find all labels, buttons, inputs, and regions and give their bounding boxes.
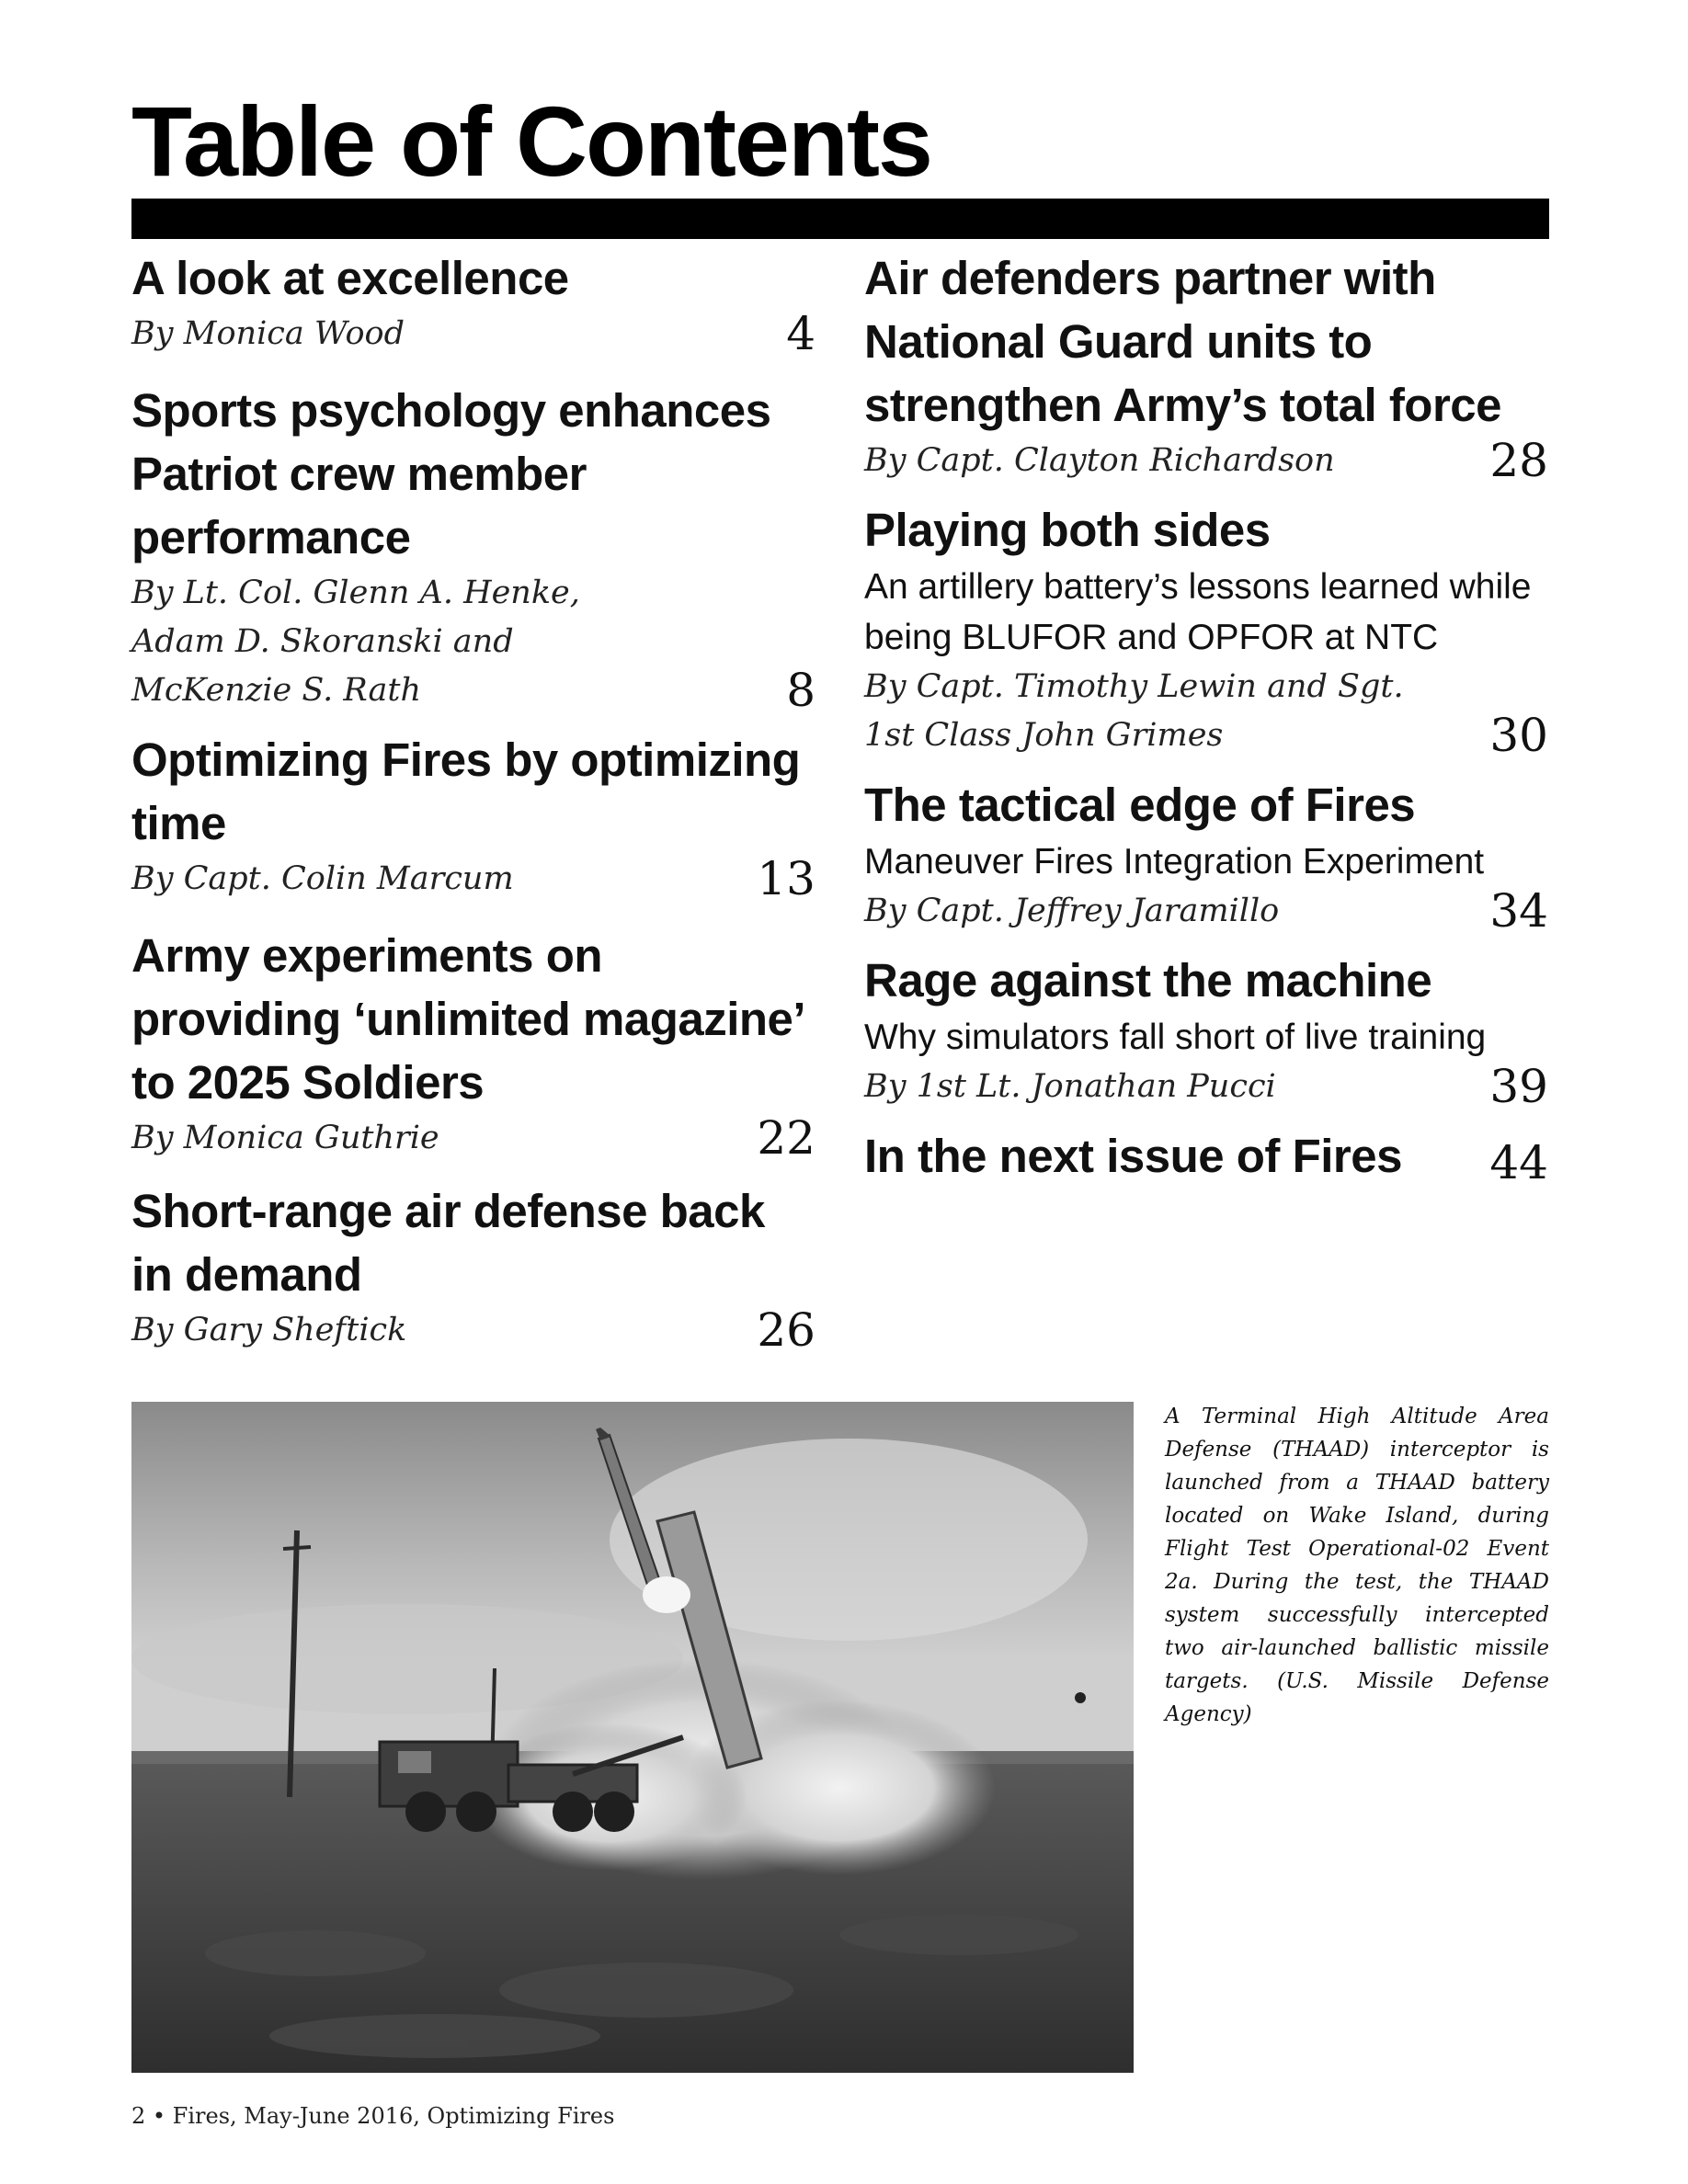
toc-left-column xyxy=(131,246,815,1355)
byline-row xyxy=(864,1060,1548,1113)
entry-byline: By Capt. Colin Marcum xyxy=(131,860,514,897)
toc-entry[interactable] xyxy=(864,949,1548,1111)
thaad-launch-photo xyxy=(131,1402,1134,2073)
toc-entry[interactable] xyxy=(131,924,815,1163)
toc-entry[interactable] xyxy=(131,379,815,715)
entry-byline: By Capt. Clayton Richardson xyxy=(864,442,1335,479)
entry-page-number: 8 xyxy=(786,664,815,717)
entry-subtitle: An artillery battery’s lessons learned while being BLUFOR and OPFOR at NTC xyxy=(864,567,1532,657)
entry-page-number: 34 xyxy=(1489,884,1548,938)
entry-byline: By 1st Lt. Jonathan Pucci xyxy=(864,1068,1276,1105)
toc-entry[interactable] xyxy=(864,498,1548,760)
page-footer: 2 • Fires, May-June 2016, Optimizing Fires xyxy=(131,2103,615,2129)
entry-subtitle: Maneuver Fires Integration Experiment xyxy=(864,842,1485,882)
byline-row xyxy=(131,569,815,715)
toc-entry[interactable] xyxy=(864,246,1548,485)
entry-page-number: 22 xyxy=(757,1111,815,1165)
byline-row xyxy=(131,852,815,905)
entry-byline: By Monica Wood xyxy=(131,315,405,352)
byline-row xyxy=(131,1303,815,1357)
entry-byline: By Capt. Jeffrey Jaramillo xyxy=(864,893,1280,929)
entry-byline: By Lt. Col. Glenn A. Henke, Adam D. Skoranski and McKenzie S. Rath xyxy=(131,574,580,709)
entry-byline: By Capt. Timothy Lewin and Sgt. 1st Class John Grimes xyxy=(864,668,1404,754)
toc-entry[interactable] xyxy=(131,1179,815,1355)
byline-row xyxy=(864,434,1548,487)
entry-page-number: 13 xyxy=(757,852,815,905)
entry-title: A look at excellence xyxy=(131,252,569,304)
entry-page-number: 4 xyxy=(786,307,815,360)
page-title: Table of Contents xyxy=(131,85,931,197)
entry-title: In the next issue of Fires xyxy=(864,1130,1402,1182)
entry-page-number: 30 xyxy=(1489,709,1548,762)
entry-title: Sports psychology enhances Patriot crew member performance xyxy=(131,384,771,563)
entry-byline: By Monica Guthrie xyxy=(131,1120,439,1156)
entry-title: Short-range air defense back in demand xyxy=(131,1185,765,1301)
toc-entry[interactable] xyxy=(131,246,815,358)
byline-row xyxy=(131,307,815,360)
toc-entry[interactable] xyxy=(864,773,1548,936)
entry-title: Rage against the machine xyxy=(864,954,1432,1007)
entry-title: Playing both sides xyxy=(864,504,1271,556)
entry-byline: By Gary Sheftick xyxy=(131,1312,407,1348)
title-rule xyxy=(131,199,1549,239)
entry-page-number: 28 xyxy=(1489,434,1548,487)
byline-row xyxy=(131,1111,815,1165)
entry-page-number: 26 xyxy=(757,1303,815,1357)
byline-row xyxy=(864,884,1548,938)
entry-subtitle: Why simulators fall short of live training xyxy=(864,1018,1487,1057)
entry-title: Air defenders partner with National Guard units to strengthen Army’s total force xyxy=(864,252,1502,431)
entry-title: The tactical edge of Fires xyxy=(864,779,1416,831)
byline-row xyxy=(864,663,1548,760)
entry-page-number: 39 xyxy=(1489,1060,1548,1113)
entry-page-number: 44 xyxy=(1489,1136,1548,1189)
toc-entry[interactable] xyxy=(864,1124,1548,1188)
entry-title: Army experiments on providing ‘unlimited magazine’ to 2025 Soldiers xyxy=(131,929,804,1109)
toc-entry[interactable] xyxy=(131,728,815,904)
entry-title: Optimizing Fires by optimizing time xyxy=(131,734,801,849)
photo-caption: A Terminal High Altitude Area Defense (THAAD) interceptor is launched from a THAAD battery located on Wake Island, during Flight Test Operational-02 Event 2a. During the test, the THAAD system successfully intercepted two air-launched ballistic missile targets. (U.S. Missile Defense Agency) xyxy=(1165,1405,1549,1726)
toc-right-column xyxy=(864,246,1548,1188)
